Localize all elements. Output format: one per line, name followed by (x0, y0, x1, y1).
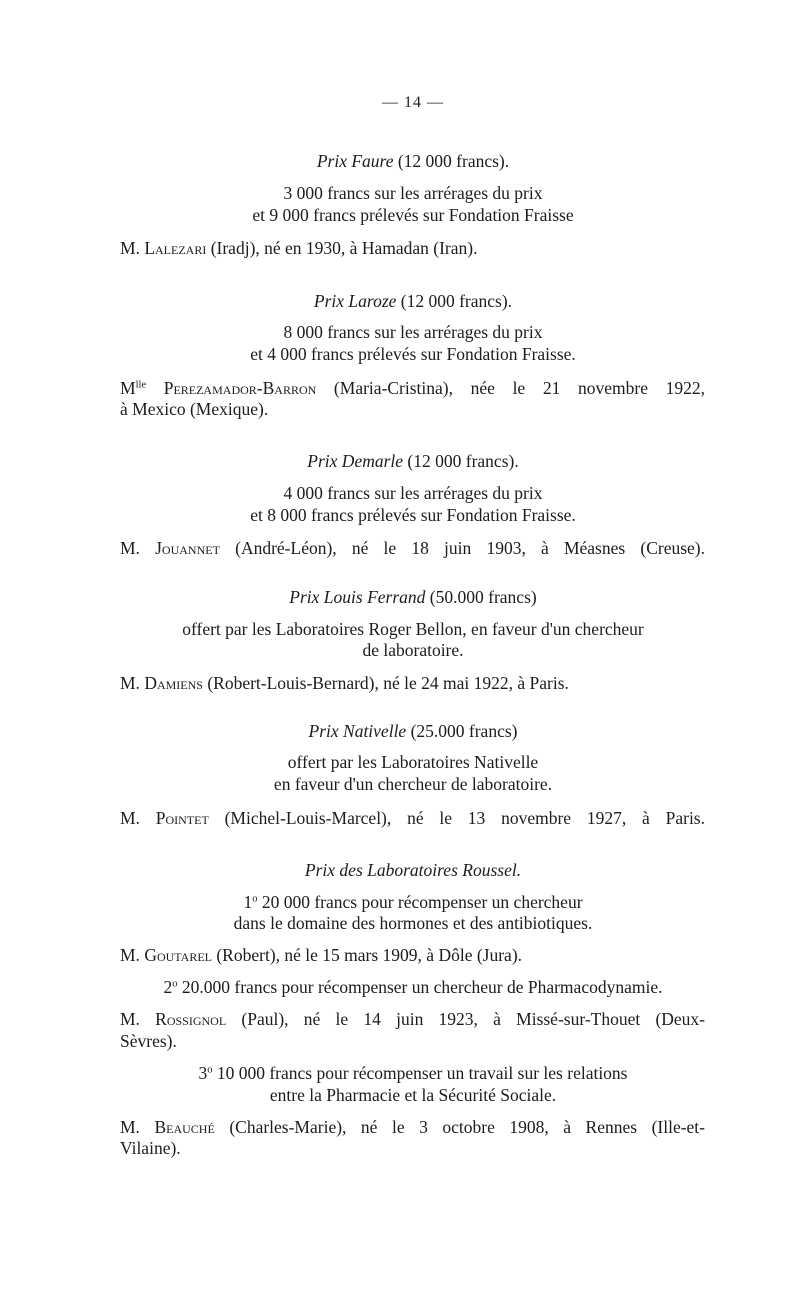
prize-detail-line: 3$^o$ 10 000 francs pour récompenser un travail sur les relations (198, 1063, 628, 1083)
prize-detail-line: dans le domaine des hormones et des antibiotiques. (233, 913, 593, 933)
prize-detail-line: de laboratoire. (362, 640, 464, 660)
laureate-entry: M. Damiens (Robert-Louis-Bernard), né le 24 mai 1922, à Paris. (120, 673, 569, 693)
prize-detail-line: 2$^o$ 20.000 francs pour récompenser un chercheur de Pharmacodynamie. (163, 977, 663, 997)
prize-detail-line: et 9 000 francs prélevés sur Fondation Fraisse (252, 205, 574, 225)
prize-detail-line: 4 000 francs sur les arrérages du prix (283, 483, 543, 503)
prize-title-nativelle: Prix Nativelle (25.000 francs) (308, 721, 518, 741)
laureate-entry: $M^{lle}$ Perezamador-Barron (Maria-Cristina), née le 21 novembre 1922, (120, 378, 705, 398)
prize-detail-line: et 4 000 francs prélevés sur Fondation Fraisse. (250, 344, 576, 364)
prize-detail-line: entre la Pharmacie et la Sécurité Sociale. (269, 1085, 557, 1105)
page-number: — 14 — (382, 94, 444, 111)
prize-detail-line: 8 000 francs sur les arrérages du prix (283, 322, 543, 342)
laureate-entry: M. Jouannet (André-Léon), né le 18 juin 1903, à Méasnes (Creuse). (120, 538, 706, 558)
laureate-entry-cont: Vilaine). (120, 1138, 181, 1158)
prize-title-demarle: Prix Demarle (12 000 francs). (307, 451, 519, 471)
prize-detail-line: offert par les Laboratoires Roger Bellon, en faveur d'un chercheur (182, 619, 644, 639)
prize-detail-line: en faveur d'un chercheur de laboratoire. (273, 774, 553, 794)
laureate-entry-cont: Sèvres). (120, 1031, 177, 1051)
laureate-entry: M. Beauché (Charles-Marie), né le 3 octobre 1908, à Rennes (Ille-et- (120, 1117, 705, 1137)
laureate-entry: M. Lalezari (Iradj), né en 1930, à Hamadan (Iran). (120, 238, 478, 258)
prize-detail-line: 1$^o$ 20 000 francs pour récompenser un chercheur (243, 892, 583, 912)
prize-title-ferrand: Prix Louis Ferrand (50.000 francs) (289, 587, 537, 607)
laureate-entry-cont: à Mexico (Mexique). (120, 399, 269, 419)
laureate-entry: M. Rossignol (Paul), né le 14 juin 1923, à Missé-sur-Thouet (Deux- (120, 1009, 706, 1029)
prize-detail-line: 3 000 francs sur les arrérages du prix (283, 183, 543, 203)
prize-detail-line: offert par les Laboratoires Nativelle (287, 752, 539, 772)
prize-title-roussel: Prix des Laboratoires Roussel. (304, 860, 522, 880)
laureate-entry: M. Pointet (Michel-Louis-Marcel), né le 13 novembre 1927, à Paris. (120, 808, 705, 828)
laureate-entry: M. Goutarel (Robert), né le 15 mars 1909, à Dôle (Jura). (120, 945, 523, 965)
prize-detail-line: et 8 000 francs prélevés sur Fondation Fraisse. (250, 505, 576, 525)
prize-title-laroze: Prix Laroze (12 000 francs). (313, 291, 513, 311)
prize-title-faure: Prix Faure (12 000 francs). (316, 151, 510, 171)
